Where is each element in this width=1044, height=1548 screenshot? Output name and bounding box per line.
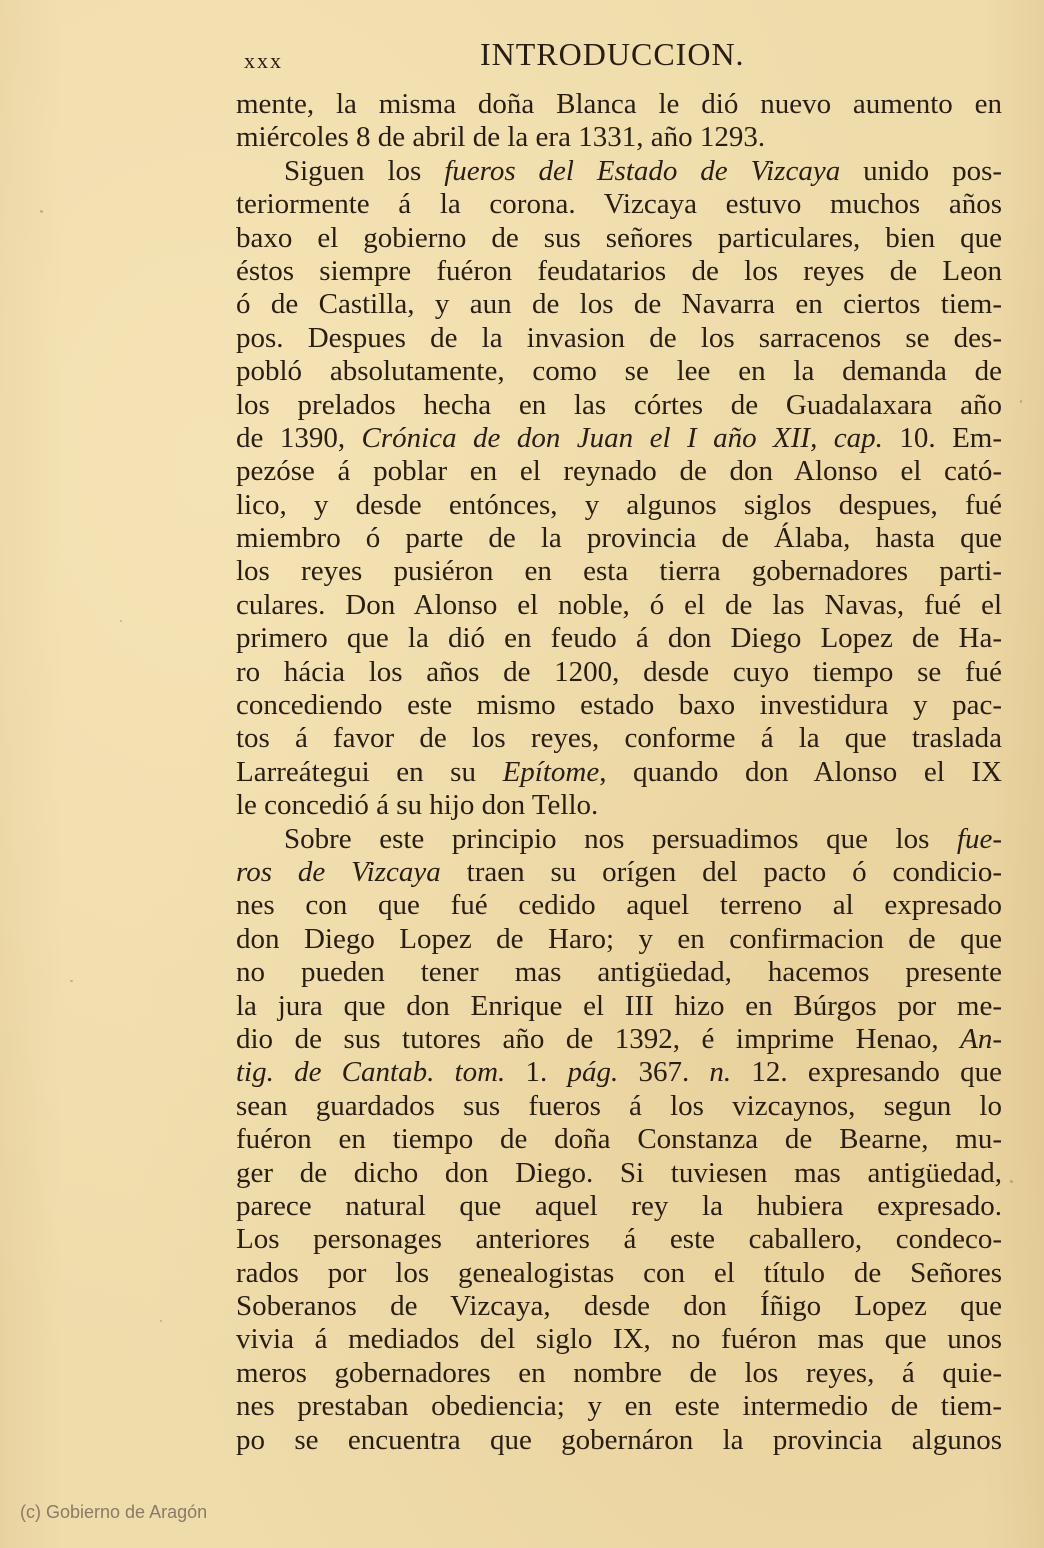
text-segment: baxo el gobierno de sus señores particulares, bien que xyxy=(236,221,1002,254)
text-segment: de 1390, xyxy=(236,421,362,454)
text-line xyxy=(236,422,1002,455)
italic-segment: ros de Vizcaya xyxy=(236,855,441,888)
text-line xyxy=(236,288,1002,321)
paper-speck xyxy=(120,620,122,622)
text-line xyxy=(236,255,1002,288)
text-segment: lico, y desde entónces, y algunos siglos despues, fué xyxy=(236,488,1002,521)
paper-speck xyxy=(1020,400,1022,403)
text-line xyxy=(236,1257,1002,1290)
text-line xyxy=(236,1157,1002,1190)
body-text xyxy=(236,88,1002,1457)
text-line xyxy=(236,1357,1002,1390)
text-line xyxy=(236,622,1002,655)
text-line xyxy=(236,188,1002,221)
text-segment: 367. xyxy=(618,1056,710,1089)
text-segment: pobló absolutamente, como se lee en la demanda de xyxy=(236,355,1002,388)
paper-speck xyxy=(160,1320,162,1322)
text-line xyxy=(236,522,1002,555)
text-segment: miembro ó parte de la provincia de Álaba, hasta que xyxy=(236,522,1002,555)
text-segment: 1. xyxy=(505,1056,568,1089)
text-line xyxy=(236,1023,1002,1056)
text-line xyxy=(236,1424,1002,1457)
text-segment: 12. expresando que xyxy=(731,1056,1003,1089)
text-segment: unido pos- xyxy=(840,154,1003,187)
text-line xyxy=(236,722,1002,755)
text-line xyxy=(236,1323,1002,1356)
text-segment: no pueden tener mas antigüedad, hacemos presente xyxy=(236,956,1002,989)
text-segment: Soberanos de Vizcaya, desde don Íñigo Lopez que xyxy=(236,1290,1002,1323)
text-line xyxy=(236,1123,1002,1156)
copyright-credit: (c) Gobierno de Aragón xyxy=(20,1502,208,1522)
text-segment: meros gobernadores en nombre de los reyes, á quie- xyxy=(236,1356,1002,1389)
text-line xyxy=(236,155,1002,188)
text-segment: Sobre este principio nos persuadimos que los xyxy=(284,822,957,855)
text-segment: Los personages anteriores á este caballero, condeco- xyxy=(236,1223,1002,1256)
text-line xyxy=(236,856,1002,889)
text-line xyxy=(236,756,1002,789)
text-line xyxy=(236,889,1002,922)
italic-segment: An- xyxy=(960,1022,1002,1055)
italic-segment: Crónica de don Juan el I año XII, cap. xyxy=(361,421,883,454)
italic-segment: Epítome xyxy=(502,755,600,788)
text-segment: dio de sus tutores año de 1392, é imprime Henao, xyxy=(236,1022,961,1055)
text-segment: 10. Em- xyxy=(882,421,1002,454)
page-header xyxy=(240,36,1002,76)
text-segment: ro hácia los años de 1200, desde cuyo tiempo se fué xyxy=(236,655,1002,688)
text-line xyxy=(236,222,1002,255)
text-line xyxy=(236,656,1002,689)
text-line xyxy=(236,1056,1002,1089)
paper-speck xyxy=(40,210,43,213)
text-segment: tos á favor de los reyes, conforme á la que traslada xyxy=(236,722,1002,755)
text-segment: éstos siempre fuéron feudatarios de los reyes de Leon xyxy=(236,254,1002,287)
text-segment: po se encuentra que gobernáron la provincia algunos xyxy=(236,1423,1002,1456)
text-segment: teriormente á la corona. Vizcaya estuvo muchos años xyxy=(236,188,1002,221)
text-line xyxy=(236,1223,1002,1256)
text-segment: , quando don Alonso el IX xyxy=(599,755,1002,788)
text-line xyxy=(236,956,1002,989)
italic-segment: n. xyxy=(709,1056,732,1089)
text-segment: sean guardados sus fueros á los vizcaynos, segun lo xyxy=(236,1089,1002,1122)
text-segment: traen su orígen del pacto ó condicio- xyxy=(440,855,1003,888)
text-line xyxy=(236,923,1002,956)
text-segment: miércoles 8 de abril de la era 1331, año 1293. xyxy=(236,121,766,154)
text-segment: mente, la misma doña Blanca le dió nuevo aumento en xyxy=(236,88,1002,120)
text-segment: los reyes pusiéron en esta tierra gobernadores parti- xyxy=(236,555,1002,588)
italic-segment: fueros del Estado de Vizcaya xyxy=(444,154,841,187)
text-segment: le concedió á su hijo don Tello. xyxy=(236,789,599,822)
italic-segment: tig. de Cantab. tom. xyxy=(236,1056,506,1089)
text-line xyxy=(236,1090,1002,1123)
text-line xyxy=(236,389,1002,422)
text-line xyxy=(236,1390,1002,1423)
running-title: INTRODUCCION. xyxy=(480,36,745,72)
text-line xyxy=(236,355,1002,388)
text-segment: concediendo este mismo estado baxo investidura y pac- xyxy=(236,689,1002,722)
text-line xyxy=(236,322,1002,355)
text-segment: los prelados hecha en las córtes de Guadalaxara año xyxy=(236,388,1002,421)
text-line xyxy=(236,589,1002,622)
text-segment: fuéron en tiempo de doña Constanza de Bearne, mu- xyxy=(236,1123,1002,1156)
text-line xyxy=(236,555,1002,588)
text-segment: nes con que fué cedido aquel terreno al expresado xyxy=(236,889,1002,922)
text-segment: pos. Despues de la invasion de los sarracenos se des- xyxy=(236,321,1002,354)
text-line xyxy=(236,990,1002,1023)
paper-speck xyxy=(70,980,73,982)
text-line xyxy=(236,121,1002,154)
text-line xyxy=(236,823,1002,856)
text-segment: vivia á mediados del siglo IX, no fuéron mas que unos xyxy=(236,1323,1002,1356)
italic-segment: pág. xyxy=(567,1056,619,1089)
text-segment: ó de Castilla, y aun de los de Navarra en ciertos tiem- xyxy=(236,288,1002,321)
text-segment: parece natural que aquel rey la hubiera expresado. xyxy=(236,1189,1002,1222)
text-segment: don Diego Lopez de Haro; y en confirmacion de que xyxy=(236,922,1002,955)
italic-segment: fue- xyxy=(956,822,1002,855)
text-segment: rados por los genealogistas con el título de Señores xyxy=(236,1256,1002,1289)
text-segment: Larreátegui en su xyxy=(236,755,503,788)
text-segment: la jura que don Enrique el III hizo en Búrgos por me- xyxy=(236,989,1002,1022)
paper-speck xyxy=(1010,1180,1013,1183)
text-line xyxy=(236,455,1002,488)
page-number: xxx xyxy=(244,48,283,73)
text-line xyxy=(236,1290,1002,1323)
text-line xyxy=(236,1190,1002,1223)
text-segment: pezóse á poblar en el reynado de don Alonso el cató- xyxy=(236,455,1002,488)
text-segment: Siguen los xyxy=(284,154,445,187)
text-segment: primero que la dió en feudo á don Diego Lopez de Ha- xyxy=(236,622,1002,655)
text-line xyxy=(236,689,1002,722)
text-line xyxy=(236,789,1002,822)
text-segment: ger de dicho don Diego. Si tuviesen mas antigüedad, xyxy=(236,1156,1002,1189)
text-line xyxy=(236,489,1002,522)
text-segment: nes prestaban obediencia; y en este intermedio de tiem- xyxy=(236,1390,1002,1423)
text-line xyxy=(236,88,1002,121)
text-segment: culares. Don Alonso el noble, ó el de las Navas, fué el xyxy=(236,588,1002,621)
